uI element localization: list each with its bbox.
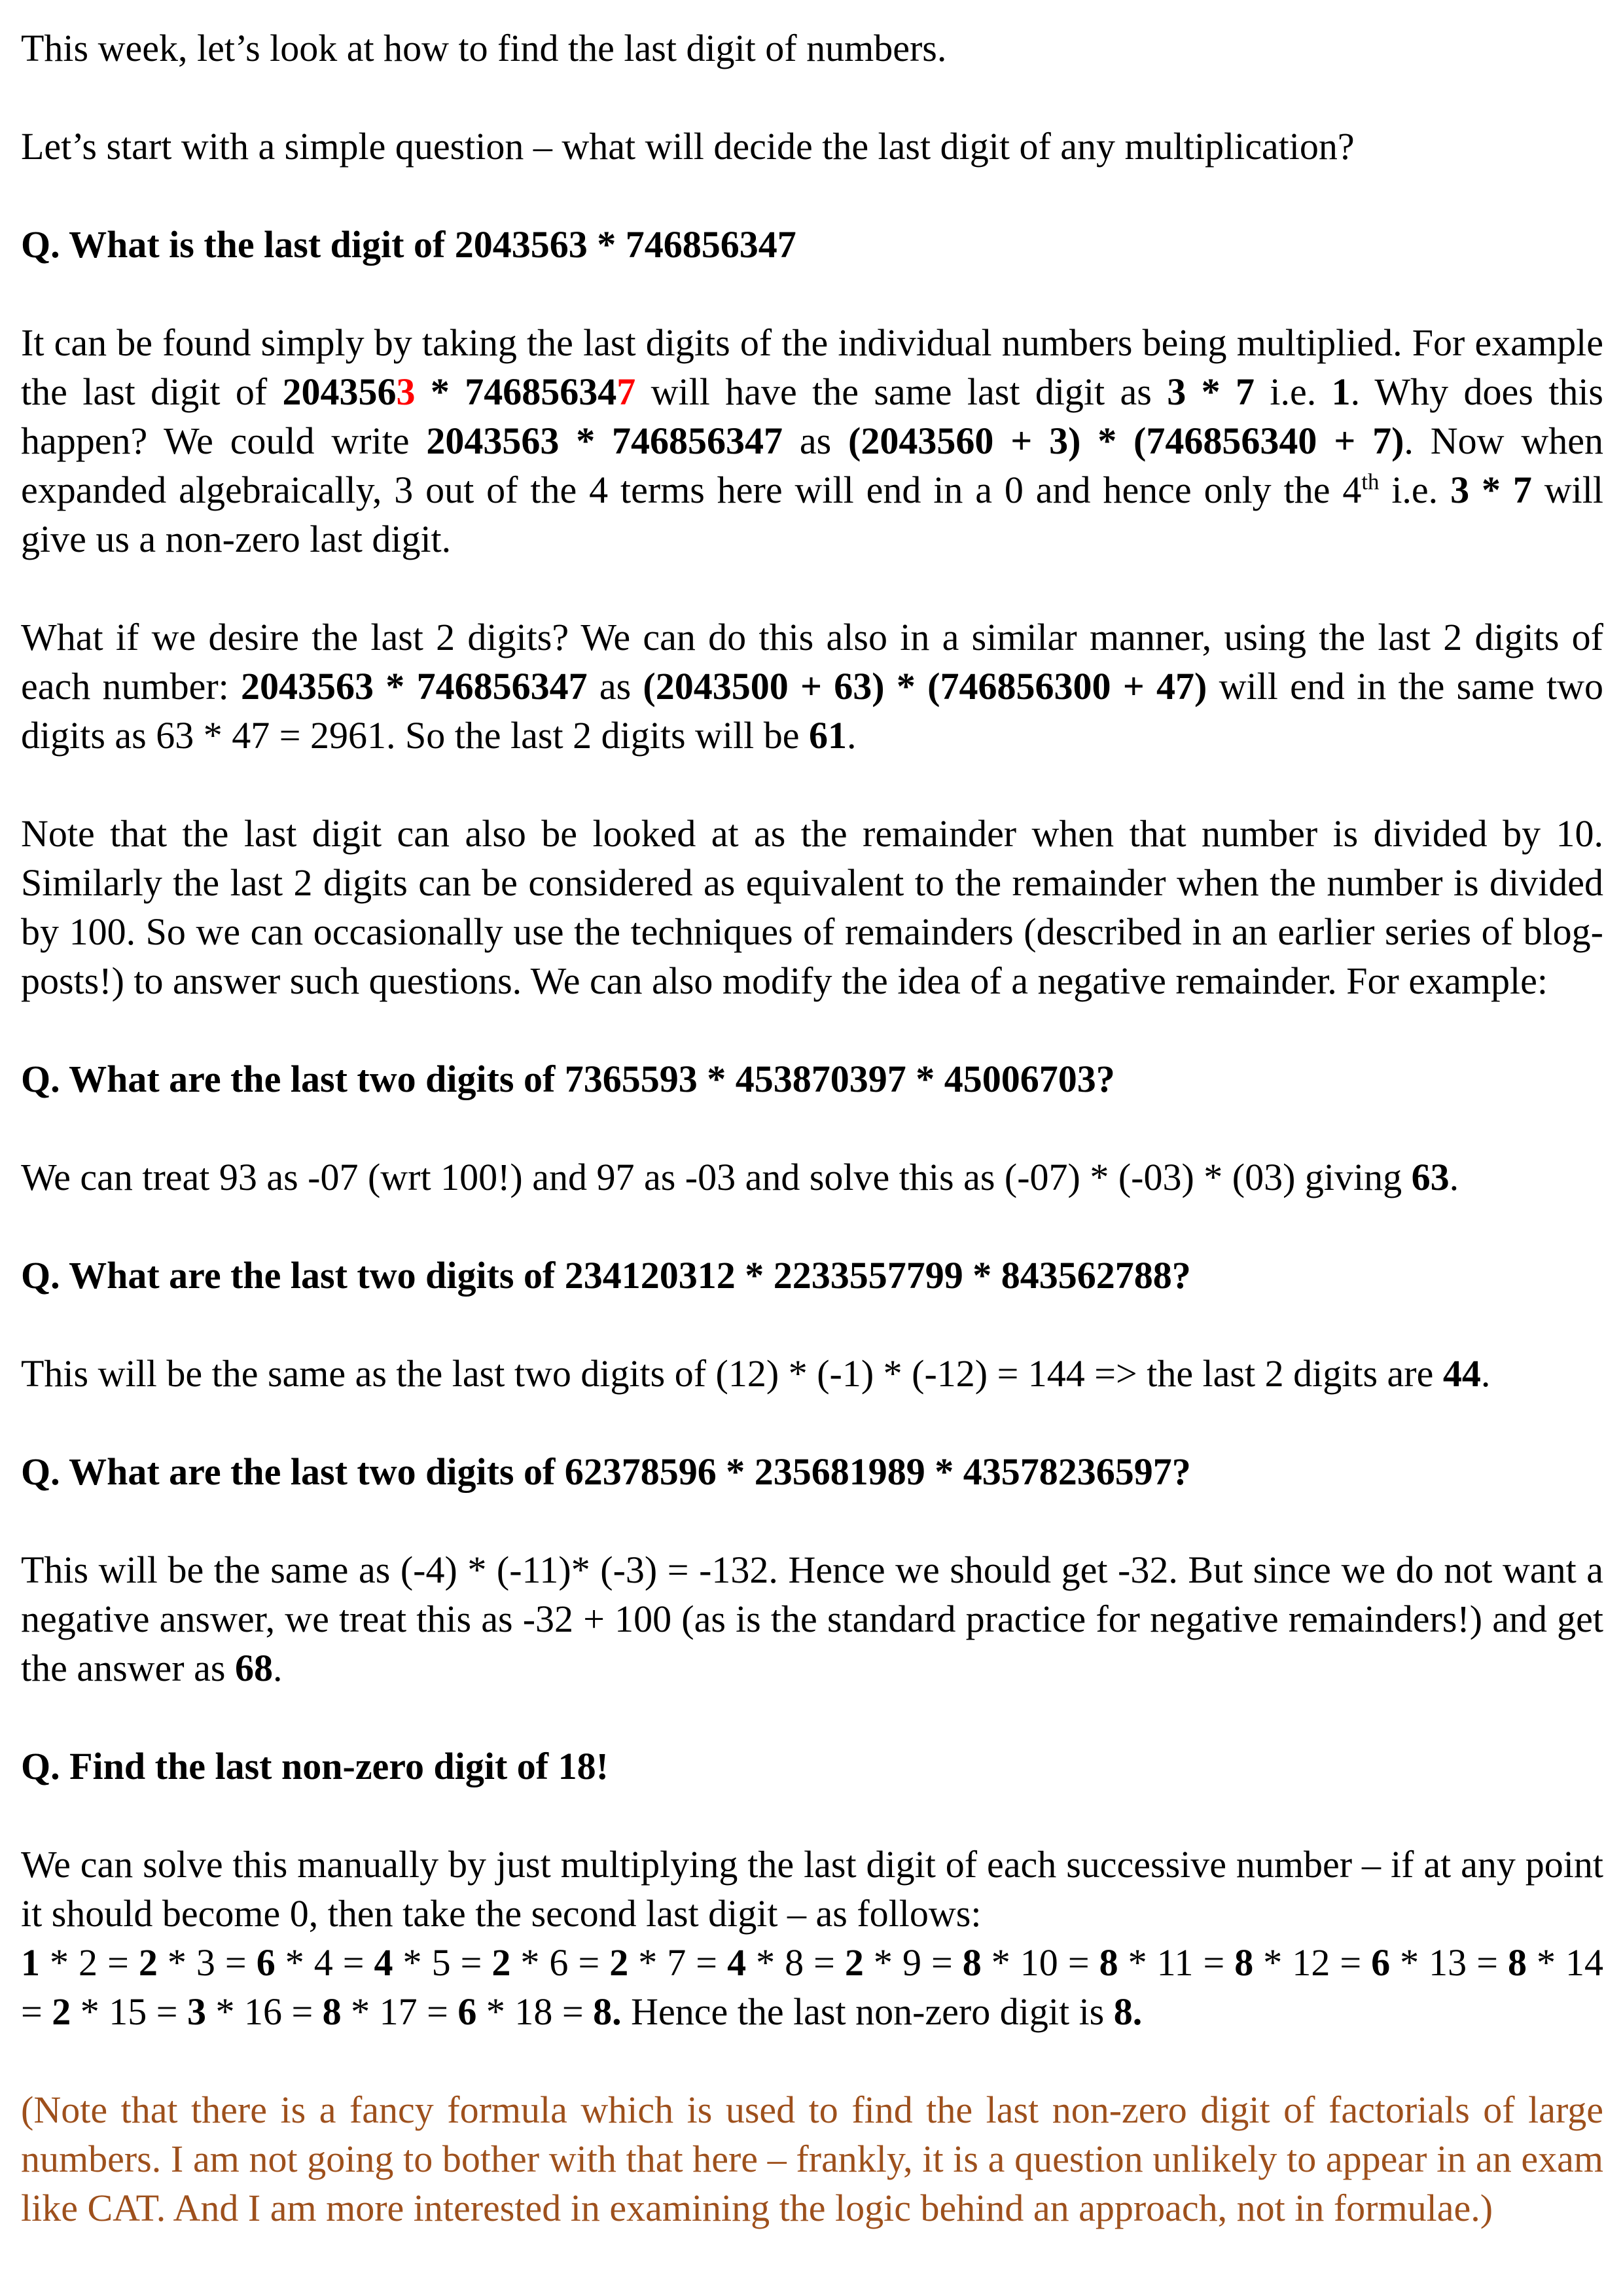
text-run: * 4 = [275,1941,374,1984]
text-run: * 2 = [40,1941,139,1984]
document-content [21,24,1603,2233]
text-run: * 15 = [71,1990,187,2033]
text-run: 1 [21,1941,40,1984]
text-run: 61 [808,714,847,757]
text-run: 3 * 7 [1167,370,1255,413]
text-run: 2 [491,1941,511,1984]
text-run: 8. [593,1990,622,2033]
text-run: . [1449,1156,1459,1198]
text-run: 63 [1411,1156,1450,1198]
text-run: (2043560 + 3) * (746856340 + 7) [848,420,1404,462]
intro-line-1 [21,24,1603,73]
text-run: * 14 = [21,1941,1604,2033]
text-run: 2 [844,1941,864,1984]
text-run: (Note that there is a fancy formula which is used to find the last non-zero digit of factorials of large numbers. I am not going to bother with that here – frankly, it is a question unlikely to appear in an exam like CAT. And I am more interested in examining the logic behind an approach, not in formulae.) [21,2089,1603,2229]
text-run: This will be the same as the last two digits of (12) * (-1) * (-12) = 144 => the last 2 digits are [21,1352,1443,1395]
text-run: * 9 = [863,1941,963,1984]
text-run: It can be found simply by taking the last digits of the individual numbers being multiplied. For example the last digit of [21,321,1603,413]
text-run: 8 [322,1990,342,2033]
text-run: i.e. [1379,469,1451,511]
text-run: * 11 = [1118,1941,1235,1984]
text-run: . Now when expanded algebraically, 3 out of the 4 terms here will end in a 0 and hence only the 4 [21,420,1603,511]
text-run: (2043500 + 63) * (746856300 + 47) [643,665,1207,708]
text-run: 8 [1099,1941,1118,1984]
text-run: . [1480,1352,1491,1395]
text-run: Q. Find the last non-zero digit of 18! [21,1745,609,1787]
text-run: * 74685634 [415,370,617,413]
question-5-heading [21,1742,1603,1791]
text-run: * 10 = [981,1941,1099,1984]
text-run: Let’s start with a simple question – what will decide the last digit of any multiplication? [21,125,1355,168]
question-4-heading [21,1447,1603,1496]
text-run: 6 [1371,1941,1391,1984]
text-run: * 16 = [205,1990,323,2033]
text-run: 8. [1113,1990,1143,2033]
text-run: 2 [609,1941,629,1984]
text-run: * 12 = [1253,1941,1372,1984]
text-run: We can solve this manually by just multiplying the last digit of each successive number – if at any point it should become 0, then take the second last digit – as follows: [21,1843,1603,1935]
text-run: will end in the same two digits as 63 * 47 = 2961. So the last 2 digits will be [21,665,1604,757]
text-run: 2 [52,1990,71,2033]
text-run: 4 [374,1941,393,1984]
text-run: * 5 = [393,1941,492,1984]
text-run: Q. What are the last two digits of 234120312 * 2233557799 * 843562788? [21,1254,1191,1297]
text-run: 2 [138,1941,158,1984]
text-run: This will be the same as (-4) * (-11)* (-3) = -132. Hence we should get -32. But since we do not want a negative answer, we treat this as -32 + 100 (as is the standard practice for negative remainders!) and get the answer as [21,1549,1603,1689]
text-run: 1 [1331,370,1351,413]
answer-3-paragraph [21,1349,1603,1398]
text-run: will have the same last digit as [635,370,1168,413]
text-run: * 7 = [628,1941,728,1984]
question-3-heading [21,1251,1603,1300]
text-run: 2043563 * 746856347 [426,420,783,462]
text-run: * 13 = [1390,1941,1508,1984]
text-run: 7 [616,370,636,413]
text-run: * 6 = [510,1941,610,1984]
answer-1-paragraph [21,318,1603,564]
text-run: * 18 = [476,1990,594,2033]
text-run: 68 [234,1647,273,1689]
text-run: . [846,714,857,757]
text-run: as [587,665,643,708]
answer-5-paragraph [21,1840,1603,2036]
question-2-heading [21,1054,1603,1103]
text-run: 2043563 * 746856347 [241,665,588,708]
text-run: 204356 [282,370,397,413]
text-run: We can treat 93 as -07 (wrt 100!) and 97 as -03 and solve this as (-07) * (-03) * (03) giving [21,1156,1412,1198]
text-run: 8 [962,1941,982,1984]
text-run: * 8 = [746,1941,845,1984]
text-run: 44 [1442,1352,1481,1395]
text-run: 3 [396,370,416,413]
answer-2-paragraph [21,1153,1603,1202]
answer-1b-paragraph [21,613,1603,760]
text-run: What if we desire the last 2 digits? We can do this also in a similar manner, using the last 2 digits of each number: [21,616,1603,708]
text-run: will give us a non-zero last digit. [21,469,1604,560]
text-run: 8 [1507,1941,1527,1984]
text-run: Q. What are the last two digits of 62378596 * 235681989 * 43578236597? [21,1450,1191,1493]
text-run: Note that the last digit can also be looked at as the remainder when that number is divided by 10. Similarly the last 2 digits can be considered as equivalent to the remainder when the number is divided by 100. So we can occasionally use the techniques of remainders (described in an earlier series of blog-posts!) to answer such questions. We can also modify the idea of a negative remainder. For example: [21,812,1603,1002]
text-run: * 17 = [341,1990,458,2033]
text-run: 3 [187,1990,206,2033]
text-run: 4 [727,1941,747,1984]
text-run: as [783,420,849,462]
text-run: . Why does this happen? We could write [21,370,1604,462]
text-run: Q. What are the last two digits of 7365593 * 453870397 * 45006703? [21,1058,1115,1100]
answer-4-paragraph [21,1545,1603,1693]
remainder-note-paragraph [21,809,1603,1005]
question-1-heading [21,220,1603,269]
text-run: 6 [457,1990,477,2033]
text-run: 3 * 7 [1450,469,1532,511]
text-run: This week, let’s look at how to find the last digit of numbers. [21,27,947,69]
text-run: . [272,1647,283,1689]
text-run: * 3 = [157,1941,257,1984]
text-run: Hence the last non-zero digit is [621,1990,1114,2033]
text-run: 8 [1234,1941,1254,1984]
formula-note-paragraph [21,2085,1603,2233]
text-run: Q. What is the last digit of 2043563 * 746856347 [21,223,796,266]
text-run: 6 [256,1941,276,1984]
text-run: th [1361,469,1380,495]
text-run: i.e. [1254,370,1332,413]
intro-line-2 [21,122,1603,171]
